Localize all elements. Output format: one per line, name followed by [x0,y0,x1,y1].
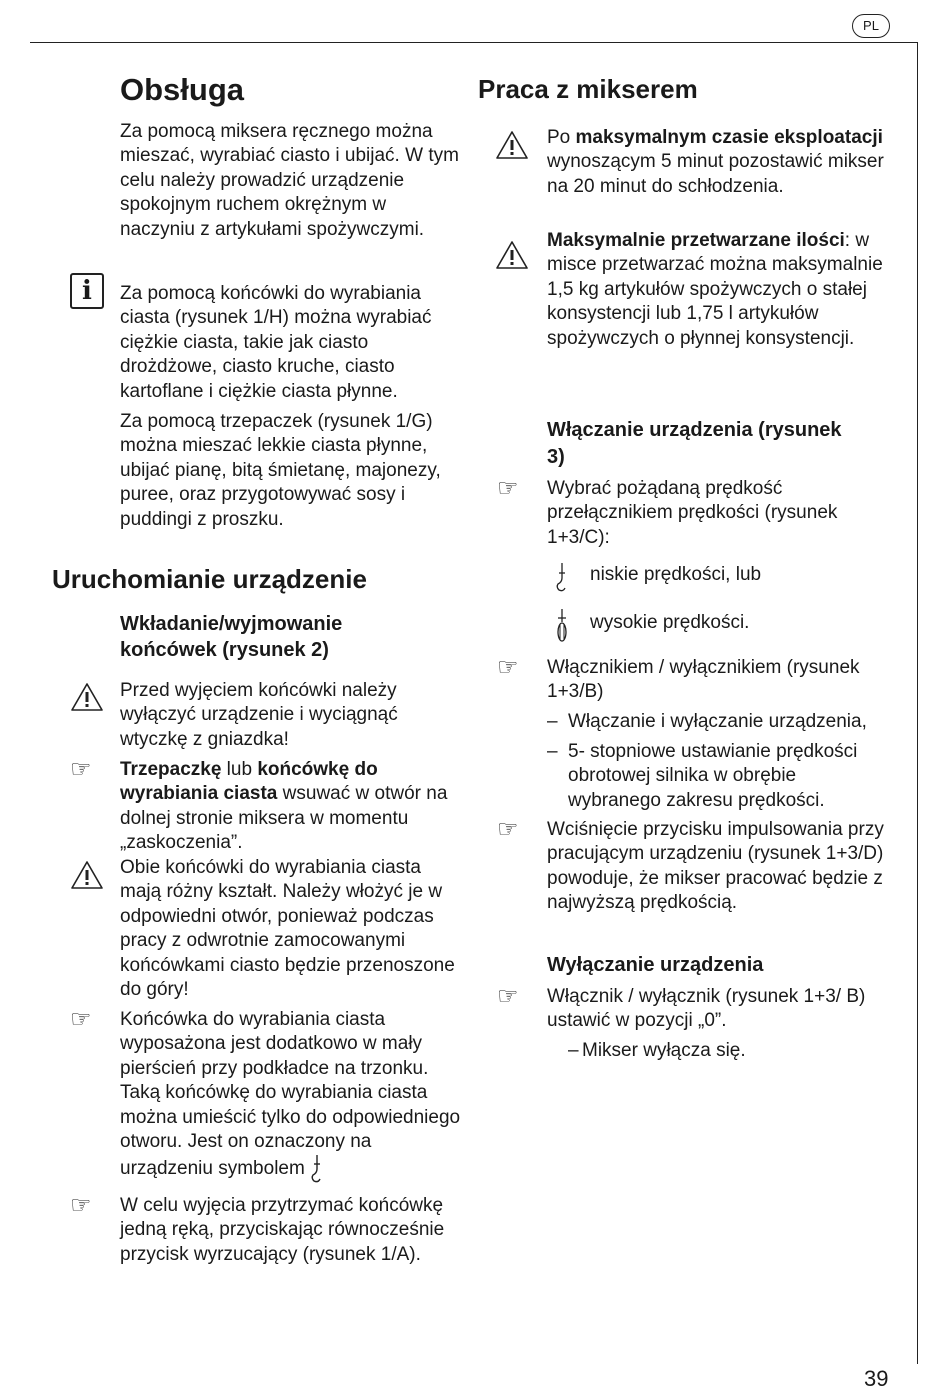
pointing-hand-icon: ☞ [497,816,519,843]
obsluga-paragraph-1: Za pomocą miksera ręcznego można mieszać, wyrabiać ciasto i ubijać. W tym celu należy prowadzić urządzenie spokojnym ruchem okrężnym w naczyniu z artykułami spożywczymi. [120,121,459,240]
info-icon: i [70,273,104,309]
bold-term-whisk: Trzepaczkę [120,759,222,780]
page-number: 39 [864,1366,889,1391]
obsluga-paragraph-2: Za pomocą końcówki do wyrabiania ciasta (rysunek 1/H) można wyrabiać ciężkie ciasta, takie jak ciasto drożdżowe, ciasto kruche, ciasto kartoflane i ciężkie ciasta płynne. [120,283,432,402]
step-dough-hook-ring [120,1008,465,1184]
text-fragment: Po [547,127,576,148]
bold-term-dough-hook: końcówkę do wyrabiania ciasta [120,759,378,805]
right-rule [917,42,918,1364]
dough-hook-icon [555,562,569,594]
pointing-hand-icon: ☞ [497,983,519,1010]
text-fragment: Końcówka do wyrabiania ciasta wyposażona jest dodatkowo w mały pierścień przy podkładce na trzonku. Taką końcówkę do wyrabiania ciasta można umieścić tylko do odpowiedniego otworu. Jest on oznaczony na urządzeniu symbolem [120,1009,461,1180]
subsection-title-wylaczanie: Wyłączanie urządzenia [547,954,764,976]
section-title-obsluga: Obsługa [120,72,245,107]
dough-hook-icon [310,1154,324,1184]
bold-term-max-runtime: maksymalnym czasie eksploatacji [575,127,883,148]
step-on-off-switch: Włącznikiem / wyłącznikiem (rysunek 1+3/B) [547,657,860,703]
low-speed-label: niskie prędkości, lub [590,564,762,585]
step-switch-off: Włącznik / wyłącznik (rysunek 1+3/ B) ustawić w pozycji „0”. [547,986,866,1032]
language-badge: PL [852,14,890,38]
pointing-hand-icon: ☞ [70,1006,92,1033]
subsection-title-wlaczanie: Włączanie urządzenia (rysunek 3) [547,419,842,468]
step-select-speed: Wybrać pożądaną prędkość przełącznikiem prędkości (rysunek 1+3/C): [547,478,838,548]
obsluga-paragraph-3: Za pomocą trzepaczek (rysunek 1/G) można mieszać lekkie ciasta płynne, ubijać pianę, bitą śmietanę, majonezy, puree, oraz przygotowywać sosy i puddingi z proszku. [120,411,441,530]
step-pulse-button: Wciśnięcie przycisku impulsowania przy pracującym urządzeniu (rysunek 1+3/D) powoduje, że mikser pracować będzie z najwyższą prędkością. [547,819,884,914]
warning-text-unplug: Przed wyjęciem końcówki należy wyłączyć urządzenie i wyciągnąć wtyczkę z gniazdka! [120,680,398,750]
top-rule [30,42,918,43]
warning-max-quantities [547,229,892,351]
bold-term-max-quantities: Maksymalnie przetwarzane ilości [547,230,845,251]
pointing-hand-icon: ☞ [497,475,519,502]
section-title-uruchomianie: Uruchomianie urządzenie [52,564,367,594]
warning-max-runtime [547,126,892,199]
list-item-speed-steps: 5- stopniowe ustawianie prędkości obrotowej silnika w obrębie wybranego zakresu prędkości. [568,741,858,811]
step-eject-attachment: W celu wyjęcia przytrzymać końcówkę jedną ręką, przyciskając równocześnie przycisk wyrzucający (rysunek 1/A). [120,1195,445,1265]
pointing-hand-icon: ☞ [70,756,92,783]
warning-text-hook-shape: Obie końcówki do wyrabiania ciasta mają różny kształt. Należy włożyć je w odpowiedni otwór, ponieważ podczas pracy z odwrotnie zamocowanymi końcówkami ciasto będzie przenoszone do góry! [120,857,455,1001]
warning-triangle-icon [70,860,104,890]
section-title-praca: Praca z mikserem [478,74,698,104]
high-speed-label: wysokie prędkości. [590,612,750,633]
warning-triangle-icon [70,682,104,712]
warning-triangle-icon [495,240,529,270]
warning-triangle-icon [495,130,529,160]
step-insert-attachment [120,758,465,856]
dash-bullet: – [568,1040,579,1061]
text-fragment: : w misce przetwarzać można maksymalnie 1,5 kg artykułów spożywczych o stałej konsystencji lub 1,75 l artykułów spożywczych o płynnej konsystencji. [547,230,883,349]
result-mixer-off: Mikser wyłącza się. [582,1040,746,1061]
pointing-hand-icon: ☞ [497,654,519,681]
text-fragment: wsuwać w otwór na dolnej stronie miksera w momentu „zaskoczenia”. [120,783,448,854]
subsection-title-wkladanie: Wkładanie/wyjmowanie końcówek (rysunek 2) [120,613,343,661]
pointing-hand-icon: ☞ [70,1192,92,1219]
dash-bullet: – [547,711,558,732]
text-fragment: lub [221,759,258,780]
dash-bullet: – [547,741,558,762]
text-fragment: wynoszącym 5 minut pozostawić mikser na 20 minut do schłodzenia. [547,151,884,197]
list-item-on-off: Włączanie i wyłączanie urządzenia, [568,711,867,732]
whisk-icon [555,608,569,642]
